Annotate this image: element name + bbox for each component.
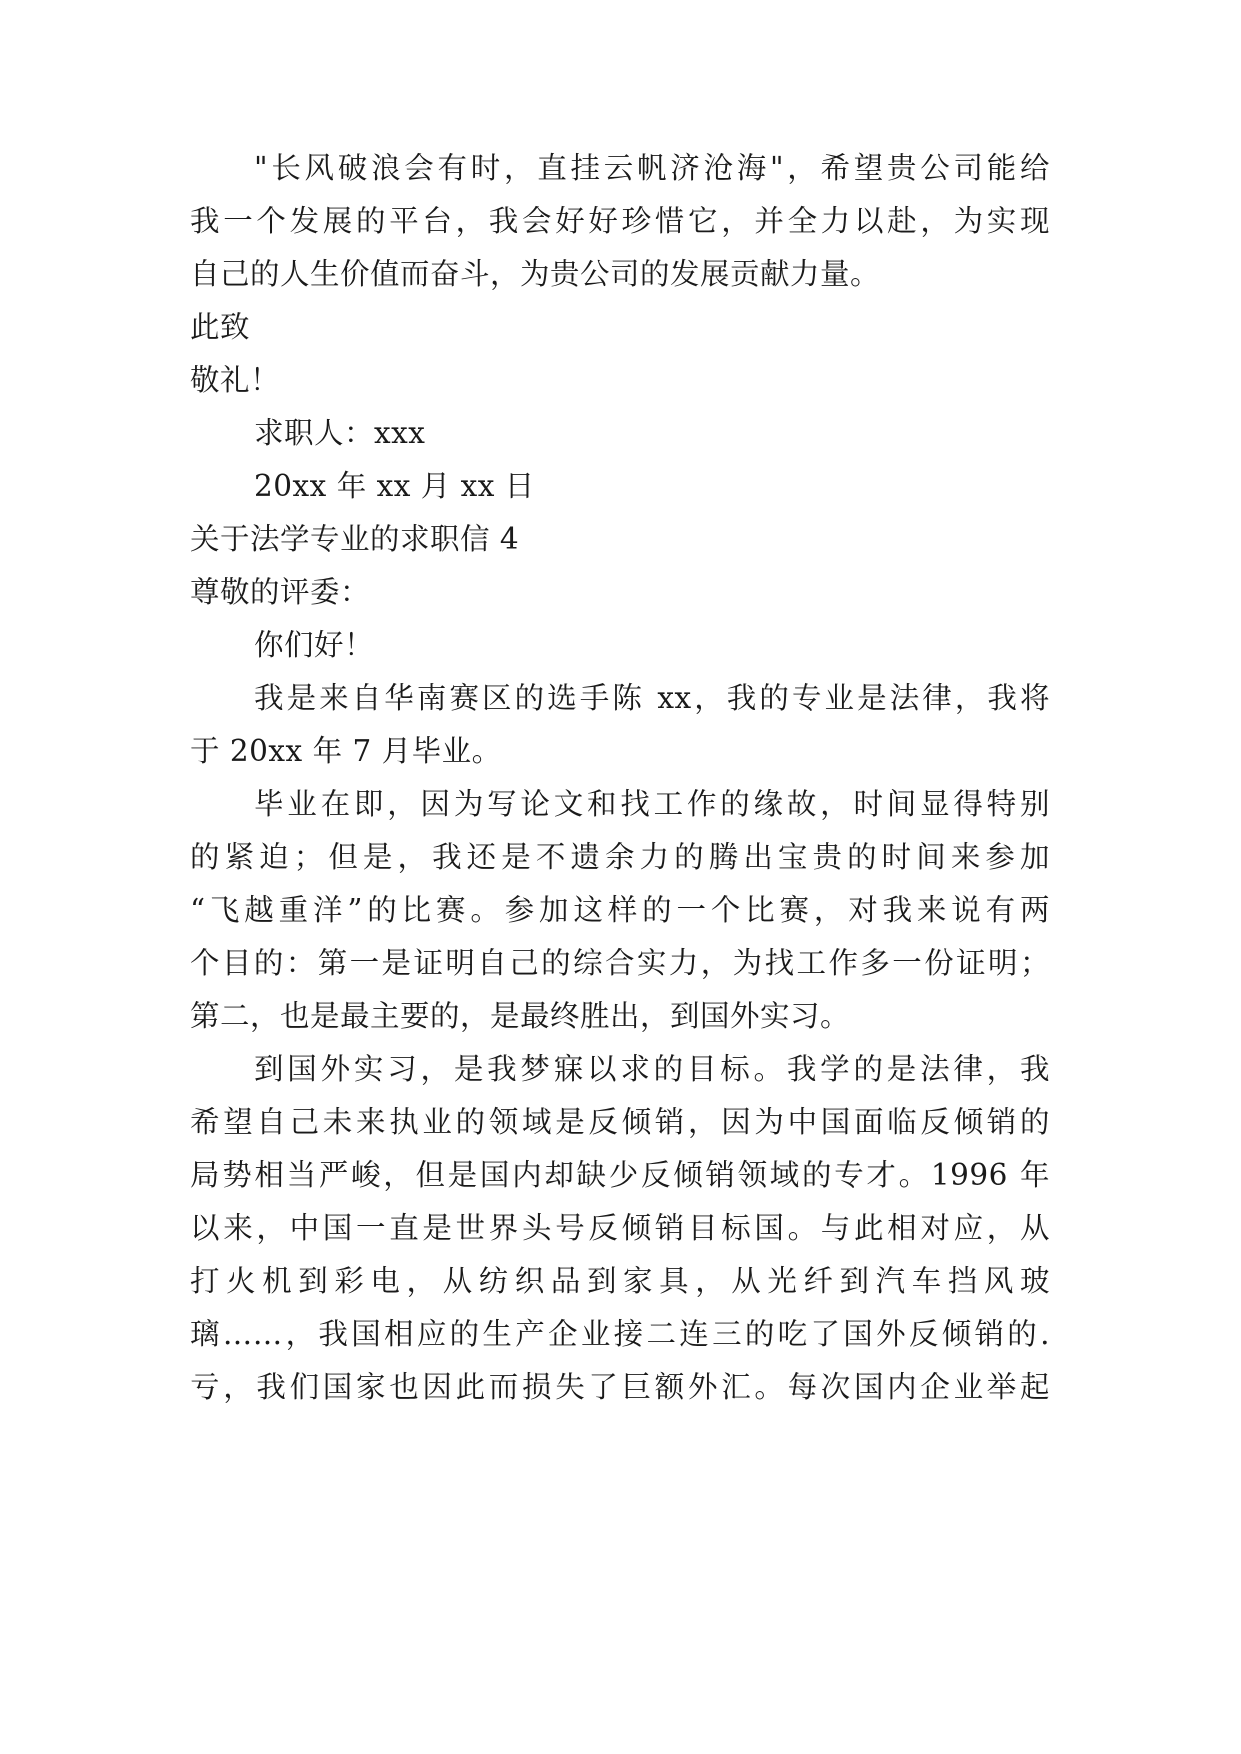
paragraph-line: 我一个发展的平台，我会好好珍惜它，并全力以赴，为实现 bbox=[190, 204, 1050, 238]
paragraph-line: 希望自己未来执业的领域是反倾销，因为中国面临反倾销的 bbox=[190, 1105, 1050, 1139]
paragraph-line: 我是来自华南赛区的选手陈 xx，我的专业是法律，我将 bbox=[254, 681, 1050, 715]
paragraph-line: 以来，中国一直是世界头号反倾销目标国。与此相对应，从 bbox=[190, 1211, 1050, 1245]
paragraph-line: 到国外实习，是我梦寐以求的目标。我学的是法律，我 bbox=[254, 1052, 1050, 1086]
paragraph-line: 第二，也是最主要的，是最终胜出，到国外实习。 bbox=[190, 999, 851, 1033]
section-title: 关于法学专业的求职信 4 bbox=[190, 522, 520, 556]
salutation-line: 敬礼！ bbox=[190, 363, 281, 397]
paragraph-line: 亏，我们国家也因此而损失了巨额外汇。每次国内企业举起 bbox=[190, 1370, 1050, 1404]
paragraph-line: 个目的：第一是证明自己的综合实力，为找工作多一份证明； bbox=[190, 946, 1050, 980]
paragraph-line: 局势相当严峻，但是国内却缺少反倾销领域的专才。1996 年 bbox=[190, 1158, 1050, 1192]
paragraph-line: 璃……，我国相应的生产企业接二连三的吃了国外反倾销的. bbox=[190, 1317, 1050, 1351]
paragraph-line: 打火机到彩电，从纺织品到家具，从光纤到汽车挡风玻 bbox=[190, 1264, 1050, 1298]
greeting-line: 你们好！ bbox=[254, 628, 375, 662]
paragraph-line: "长风破浪会有时，直挂云帆济沧海"，希望贵公司能给 bbox=[254, 151, 1050, 185]
applicant-signature: 求职人：xxx bbox=[254, 416, 426, 450]
paragraph-line: 自己的人生价值而奋斗，为贵公司的发展贡献力量。 bbox=[190, 257, 881, 291]
letter-date: 20xx 年 xx 月 xx 日 bbox=[254, 469, 535, 503]
paragraph-line: “飞越重洋”的比赛。参加这样的一个比赛，对我来说有两 bbox=[190, 893, 1050, 927]
paragraph-line: 毕业在即，因为写论文和找工作的缘故，时间显得特别 bbox=[254, 787, 1050, 821]
paragraph-line: 的紧迫；但是，我还是不遗余力的腾出宝贵的时间来参加 bbox=[190, 840, 1050, 874]
paragraph-line: 于 20xx 年 7 月毕业。 bbox=[190, 734, 502, 768]
salutation-line: 此致 bbox=[190, 310, 251, 344]
recipient-line: 尊敬的评委： bbox=[190, 575, 371, 609]
